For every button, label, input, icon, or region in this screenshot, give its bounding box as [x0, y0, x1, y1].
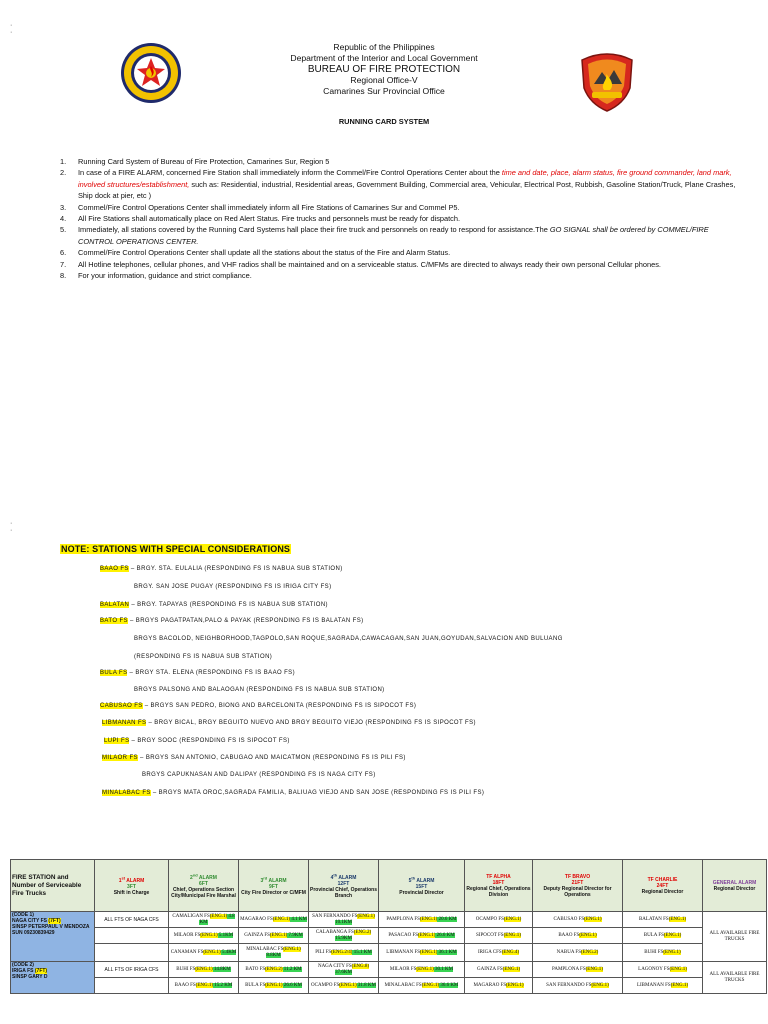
responder-station: MILAOR FS	[389, 966, 417, 972]
responder-engine: (ENG.1)	[503, 916, 522, 922]
responder-station: LIBMANAN FS	[636, 982, 671, 988]
shift-empty	[95, 978, 169, 994]
bfp-shield-icon	[578, 50, 636, 112]
responder-cell	[465, 978, 533, 994]
header-alarm-1	[95, 860, 169, 912]
station-text: – BRGY STA. ELENA (RESPONDING FS IS BAAO FS)	[127, 670, 295, 676]
station-note	[100, 617, 364, 625]
responder-engine: (ENG.1)	[503, 932, 521, 938]
alarm-label: ALARM	[337, 874, 357, 881]
responder-engine: (ENG.1)	[265, 982, 283, 988]
station-contact: SUN 09230839429	[12, 930, 55, 936]
responder-engine: (ENG.1)	[585, 966, 603, 972]
list-item	[60, 213, 740, 224]
responder-engine: (ENG.2)	[580, 949, 599, 955]
responder-cell	[533, 928, 623, 944]
header-tf-charlie	[623, 860, 703, 912]
station-text: BRGYS PALSONG AND BALAOGAN (RESPONDING FS IS NABUA SUB STATION)	[134, 687, 385, 693]
header-alarm-3	[239, 860, 309, 912]
alarm-label: ALARM	[267, 877, 287, 884]
list-text: Commel/Fire Control Operations Center shall update all the stations about the status of the Fire and Alarm Status.	[78, 248, 451, 258]
station-note	[100, 565, 343, 573]
station-note	[134, 686, 385, 694]
running-card-table	[10, 859, 767, 994]
alarm-label: ALARM	[415, 877, 435, 884]
responder-station: BULA FS	[245, 982, 266, 988]
responder-engine: (ENG.1)	[283, 946, 301, 952]
responder-distance: 26.6 KM	[435, 932, 455, 938]
responder-station: BULA FS	[643, 932, 664, 938]
list-item	[60, 156, 740, 167]
responder-station: LIBMANAN FS	[386, 949, 421, 955]
responder-distance: 36.6 KM	[439, 982, 459, 988]
station-name: BAAO FS	[100, 566, 129, 572]
station-text: (RESPONDING FS IS NABUA SUB STATION)	[134, 654, 273, 660]
tf-role: Deputy Regional Director for Operations	[543, 885, 612, 898]
responder-distance: 15.2 KM	[213, 982, 233, 988]
responder-station: LAGONOY FS	[638, 966, 670, 972]
responder-cell	[533, 944, 623, 962]
station-name: BULA FS	[100, 670, 128, 676]
responder-cell	[239, 978, 309, 994]
responder-station: BUHI FS	[644, 949, 664, 955]
responder-station: PILI FS	[315, 949, 332, 955]
alarm-suffix: nd	[192, 872, 198, 878]
responder-distance: 14.8KM	[212, 966, 231, 972]
alarm-ft: 9FT	[269, 883, 278, 890]
station-note	[142, 771, 376, 779]
tf-name: TF CHARLIE	[647, 876, 678, 883]
responder-cell	[309, 962, 379, 978]
responder-station: BATO FS	[245, 966, 266, 972]
list-text: such as: Residential, industrial, Residential areas, Government Building, Commercial area, Vehicular, Electrical Post, Rubbish, Gasoline Station/Truck, Plane Crashes, Ship dock at pier, etc )	[78, 179, 736, 201]
responder-cell	[533, 912, 623, 928]
station-code: (CODE 1)	[12, 912, 34, 918]
station-note	[102, 719, 476, 727]
responder-station: CABUSAO FS	[553, 916, 585, 922]
alarm-role: City Fire Director or C/MFM	[241, 889, 306, 896]
shift-in-charge: ALL FTS OF NAGA CFS	[95, 912, 169, 928]
alarm-number: 4	[330, 874, 334, 881]
station-note	[100, 669, 295, 677]
tf-ft: 18FT	[492, 879, 505, 886]
station-label: NAGA CITY FS	[12, 918, 49, 924]
station-note	[134, 583, 331, 591]
list-text-italic: GO SIGNAL shall be ordered by COMMEL/FIRE CONTROL OPERATIONS CENTER.	[78, 225, 709, 246]
station-officer: SINSP PETERPAUL V MENDOZA	[12, 924, 90, 930]
header-republic: Republic of the Philippines	[333, 42, 435, 52]
list-item	[60, 270, 740, 281]
responder-station: MAGARAO FS	[240, 916, 273, 922]
alarm-suffix: st	[121, 875, 126, 881]
responder-distance: 36.1 KM	[437, 949, 457, 955]
responder-distance: 15.9KM	[335, 935, 352, 941]
responder-distance: 30.1 KM	[433, 966, 454, 972]
list-item	[60, 247, 740, 258]
responder-cell	[465, 944, 533, 962]
responder-station: MINALABAC FS	[246, 946, 284, 952]
responder-station: CAMALIGAN FS	[172, 913, 210, 919]
station-text: – BRGYS SAN ANTONIO, CABUGAO AND MAICATMON (RESPONDING FS IS PILI FS)	[137, 755, 406, 761]
responder-cell	[169, 962, 239, 978]
alarm-suffix: th	[333, 872, 338, 878]
alarm-number: 5	[408, 877, 412, 884]
station-officer: SINSP GARY D	[12, 974, 48, 980]
responder-station: SAN FERNANDO FS	[312, 913, 358, 919]
responder-distance: 10.1KM	[335, 919, 352, 925]
responder-engine: (ENG.1)	[419, 916, 438, 922]
station-text: BRGYS CAPUKNASAN AND DALIPAY (RESPONDING FS IS NAGA CITY FS)	[142, 772, 376, 778]
responder-cell	[533, 962, 623, 978]
responder-station: BAAO FS	[558, 932, 580, 938]
list-number: 5.	[60, 225, 67, 235]
station-note	[104, 737, 290, 745]
responder-cell	[623, 928, 703, 944]
station-name: BALATAN	[100, 602, 130, 608]
responder-cell	[239, 912, 309, 928]
station-note	[102, 754, 406, 762]
responder-distance: 37.6KM	[335, 969, 352, 975]
responder-cell	[239, 928, 309, 944]
responder-engine: (ENG.4)	[501, 949, 520, 955]
station-text: – BRGYS PAGATPATAN,PALO & PAYAK (RESPONDING FS IS BALATAN FS)	[127, 618, 364, 624]
tf-role: Regional Chief, Operations Division	[466, 885, 531, 898]
list-number: 7.	[60, 259, 67, 269]
station-note	[134, 635, 563, 643]
alarm-number: 3	[260, 877, 264, 884]
list-text: For your information, guidance and strict compliance.	[78, 271, 252, 281]
responder-station: PAMPLONA FS	[386, 916, 420, 922]
list-text: Running Card System of Bureau of Fire Protection, Camarines Sur, Region 5	[78, 157, 330, 166]
responder-cell	[309, 928, 379, 944]
responder-station: SAN FERNANDO FS	[546, 982, 592, 988]
tf-name: TF ALPHA	[486, 873, 511, 880]
list-text: All Fire Stations shall automatically place on Red Alert Status. Fire trucks and personnels must be ready for dispatch.	[78, 214, 461, 224]
station-note	[134, 653, 272, 661]
responder-distance: 5.1KM	[217, 932, 234, 938]
responder-engine: (ENG.1)	[670, 982, 689, 988]
list-item	[60, 224, 740, 247]
header-tf-bravo	[533, 860, 623, 912]
responder-station: BAAO FS	[174, 982, 196, 988]
shift-empty	[95, 928, 169, 944]
alarm-suffix: th	[411, 875, 416, 881]
responder-station: NABUA FS	[556, 949, 581, 955]
header-alarm-5	[379, 860, 465, 912]
responder-cell	[623, 978, 703, 994]
responder-station: CALABANGA FS	[315, 929, 354, 935]
responder-cell	[169, 928, 239, 944]
list-number: 2.	[60, 168, 67, 178]
tf-role: Regional Director	[641, 888, 684, 895]
list-text: Commel/Fire Control Operations Center shall immediately inform all Fire Stations of Camarines Sur and Commel P5.	[78, 202, 460, 212]
responder-engine: (ENG.1)	[418, 932, 436, 938]
responder-station: OCAMPO FS	[475, 916, 504, 922]
responder-engine: (ENG.1)	[269, 932, 288, 938]
responder-station: IRIGA CFS	[477, 949, 502, 955]
responder-distance: 5.4KM	[220, 949, 237, 955]
responder-cell	[379, 912, 465, 928]
general-alarm-role: Regional Director	[713, 885, 756, 892]
station-note	[102, 789, 484, 797]
responder-distance: 15.1 KM	[352, 949, 372, 955]
responder-station: GAINZA FS	[244, 932, 270, 938]
responder-engine: (ENG.1)	[421, 982, 440, 988]
responder-station: PAMPLONA FS	[552, 966, 586, 972]
responder-cell	[379, 962, 465, 978]
station-note	[100, 702, 416, 710]
responder-engine: (ENG.1)	[579, 932, 597, 938]
responder-station: CANAMAN FS	[170, 949, 204, 955]
station-name: LIBMANAN FS	[102, 720, 147, 726]
responder-engine: (ENG.1)	[209, 913, 228, 919]
responder-cell	[379, 944, 465, 962]
letterhead	[236, 42, 532, 97]
general-alarm-cell: ALL AVAILABLE FIRE TRUCKS	[703, 962, 767, 994]
tf-name: TF BRAVO	[564, 873, 591, 880]
responder-engine: (ENG.1)	[200, 932, 218, 938]
station-name: CABUSAO FS	[100, 703, 143, 709]
responder-engine: (ENG.1)	[203, 949, 221, 955]
list-item	[60, 259, 740, 270]
responder-engine: (ENG.2/4)	[331, 949, 353, 955]
responder-station: SIPOCOT FS	[476, 932, 504, 938]
table-row	[11, 978, 767, 994]
alarm-role: Provincial Chief, Operations Branch	[310, 886, 377, 899]
header-alarm-4	[309, 860, 379, 912]
responder-station: MILAOR FS	[173, 932, 201, 938]
responder-engine: (ENG.1)	[195, 982, 214, 988]
list-number: 4.	[60, 214, 67, 224]
table-header-row	[11, 860, 767, 912]
responder-station: GAINZA FS	[476, 966, 503, 972]
responder-engine: (ENG.1)	[416, 966, 434, 972]
responder-cell	[379, 928, 465, 944]
responder-cell	[169, 944, 239, 962]
shift-empty	[95, 944, 169, 962]
responder-cell	[309, 978, 379, 994]
header-bureau: BUREAU OF FIRE PROTECTION	[307, 64, 461, 75]
station-text: – BRGY. TAPAYAS (RESPONDING FS IS NABUA SUB STATION)	[129, 602, 328, 608]
responder-station: MINALABAC FS	[384, 982, 422, 988]
responder-engine: (ENG.8)	[351, 963, 370, 969]
station-trucks: (7FT)	[48, 918, 61, 924]
responder-distance: 7.9KM	[287, 932, 303, 938]
responder-distance: 11.2 KM	[282, 966, 302, 972]
tf-ft: 24FT	[656, 882, 669, 889]
station-note	[100, 601, 328, 609]
responder-cell	[465, 962, 533, 978]
alarm-ft: 3FT	[127, 883, 136, 890]
responder-engine: (ENG.1)	[591, 982, 609, 988]
header-department: Department of the Interior and Local Government	[290, 53, 478, 63]
document-title: RUNNING CARD SYSTEM	[338, 117, 430, 126]
responder-cell	[169, 912, 239, 928]
alarm-ft: 15FT	[415, 883, 428, 890]
shift-in-charge: ALL FTS OF IRIGA CFS	[95, 962, 169, 978]
alarm-ft: 12FT	[337, 880, 350, 887]
general-alarm-cell: ALL AVAILABLE FIRE TRUCKS	[703, 912, 767, 962]
bfp-seal-icon	[120, 42, 182, 104]
responder-cell	[465, 928, 533, 944]
responder-engine: (ENG.1)	[506, 982, 524, 988]
responder-cell	[465, 912, 533, 928]
header-general-alarm	[703, 860, 767, 912]
table-row	[11, 928, 767, 944]
alarm-label: ALARM	[125, 877, 145, 884]
responder-engine: (ENG.1)	[272, 916, 291, 922]
note-heading: NOTE: STATIONS WITH SPECIAL CONSIDERATIONS	[61, 544, 291, 554]
alarm-label: ALARM	[197, 874, 217, 881]
responder-distance: 26.6 KM	[282, 982, 302, 988]
responder-distance: 8.8KM	[266, 952, 281, 958]
responder-distance: 4.1 KM	[290, 916, 307, 922]
alarm-role: Chief, Operations Section City/Municipal Fire Marshal	[171, 886, 236, 899]
responder-engine: (ENG.1)	[584, 916, 602, 922]
responder-engine: (ENG.2)	[265, 966, 283, 972]
responder-cell	[379, 978, 465, 994]
header-alarm-2	[169, 860, 239, 912]
station-text: – BRGY. STA. EULALIA (RESPONDING FS IS NABUA SUB STATION)	[128, 566, 343, 572]
tf-ft: 21FT	[571, 879, 584, 886]
responder-distance: 20.6 KM	[437, 916, 457, 922]
responder-cell	[239, 944, 309, 962]
list-item	[60, 167, 740, 201]
responder-cell	[309, 912, 379, 928]
responder-station: BUHI FS	[176, 966, 196, 972]
responder-engine: (ENG.1)	[663, 932, 682, 938]
header-provincial-office: Camarines Sur Provincial Office	[323, 86, 445, 96]
list-number: 8.	[60, 271, 67, 281]
station-text: BRGY. SAN JOSE PUGAY (RESPONDING FS IS IRIGA CITY FS)	[134, 584, 332, 590]
station-label: IRIGA FS	[12, 968, 35, 974]
margin-dot: · ·	[10, 520, 13, 534]
station-text: – BRGYS MATA OROC,SAGRADA FAMILIA, BALIUAG VIEJO AND SAN JOSE (RESPONDING FS IS PILI FS)	[150, 790, 485, 796]
margin-dot: · ·	[10, 22, 13, 36]
responder-engine: (ENG.1)	[195, 966, 213, 972]
list-number: 6.	[60, 248, 67, 258]
responder-engine: (ENG.1)	[668, 916, 687, 922]
responder-cell	[623, 912, 703, 928]
responder-cell	[169, 978, 239, 994]
header-regional-office: Regional Office-V	[350, 75, 418, 85]
station-text: – BRGY BICAL, BRGY BEGUITO NUEVO AND BRGY BEGUITO VIEJO (RESPONDING FS IS SIPOCOT FS)	[146, 720, 476, 726]
alarm-ft: 6FT	[199, 880, 208, 887]
responder-distance: 4.8 KM	[199, 913, 235, 925]
station-text: – BRGY SOOC (RESPONDING FS IS SIPOCOT FS)	[129, 738, 290, 744]
responder-engine: (ENG.1)	[669, 966, 687, 972]
responder-station: OCAMPO FS	[311, 982, 340, 988]
station-cell	[11, 912, 95, 962]
instruction-list	[60, 156, 740, 281]
list-number: 1.	[60, 157, 67, 166]
responder-cell	[239, 962, 309, 978]
list-text: In case of a FIRE ALARM, concerned Fire Station shall immediately inform the Commel/Fire Control Operations Center about the	[78, 168, 502, 178]
responder-station: MAGARAO FS	[473, 982, 507, 988]
table-row	[11, 912, 767, 928]
list-text: Immediately, all stations covered by the Running Card Systems hall place their fire truck and personnels on ready to respond for assistance.The	[78, 225, 550, 235]
responder-engine: (ENG.1)	[420, 949, 438, 955]
table-row	[11, 962, 767, 978]
responder-station: PASACAO FS	[388, 932, 419, 938]
station-text: BRGYS BACOLOD, NEIGHBORHOOD,TAGPOLO,SAN ROQUE,SAGRADA,CAWACAGAN,SAN JUAN,GOYUDAN,SALVACION AND BULUANG	[134, 636, 563, 642]
alarm-role: Provincial Director	[399, 889, 444, 896]
station-name: MINALABAC FS	[102, 790, 151, 796]
list-text-red: time and date, place, alarm status, fire ground commander, land mark, involved structures/establishment,	[78, 168, 732, 189]
list-number: 3.	[60, 202, 67, 212]
responder-cell	[309, 944, 379, 962]
responder-distance: 31.8 KM	[356, 982, 376, 988]
responder-engine: (ENG.1)	[357, 913, 375, 919]
alarm-role: Shift in Charge	[113, 889, 150, 896]
station-code: (CODE 2)	[12, 962, 34, 968]
station-cell	[11, 962, 95, 994]
station-name: BATO FS	[100, 618, 128, 624]
station-name: MILAOR FS	[102, 755, 138, 761]
station-trucks: (7FT)	[34, 968, 48, 974]
table-row	[11, 944, 767, 962]
responder-cell	[623, 962, 703, 978]
responder-engine: (ENG.1)	[663, 949, 681, 955]
header-tf-alpha	[465, 860, 533, 912]
general-alarm-label: GENERAL ALARM	[712, 879, 757, 886]
alarm-suffix: rd	[263, 875, 268, 881]
list-text: All Hotline telephones, cellular phones, and VHF radios shall be maintained and on a serviceable status. C/MFMs are directed to always ready their own personal Cellular phones.	[78, 259, 661, 269]
alarm-number: 1	[118, 877, 122, 884]
responder-cell	[623, 944, 703, 962]
alarm-number: 2	[190, 874, 193, 881]
responder-engine: (ENG.2)	[353, 929, 372, 935]
responder-engine: (ENG.1)	[339, 982, 357, 988]
station-text: – BRGYS SAN PEDRO, BIONG AND BARCELONITA (RESPONDING FS IS SIPOCOT FS)	[142, 703, 417, 709]
header-fire-station: FIRE STATION and Number of Serviceable Fire Trucks	[11, 860, 95, 912]
station-name: LUPI FS	[104, 738, 130, 744]
responder-station: BALATAN FS	[638, 916, 669, 922]
list-item	[60, 202, 740, 213]
responder-station: NAGA CITY FS	[317, 963, 352, 969]
responder-cell	[533, 978, 623, 994]
responder-engine: (ENG.1)	[502, 966, 521, 972]
